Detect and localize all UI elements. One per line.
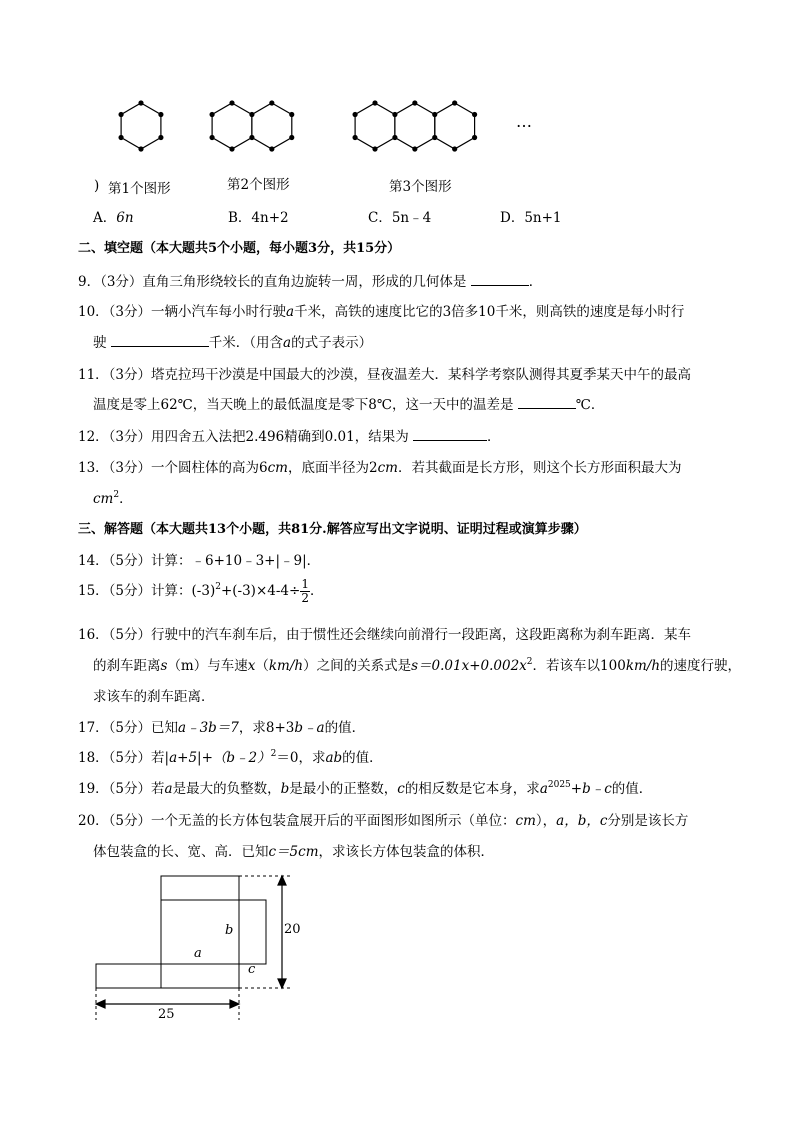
hexagon-vertex-dot [352,112,357,117]
hexagon-vertex-dot [452,100,457,105]
hexagon-vertex-dot [432,112,437,117]
question-16-line-2: 的刹车距离s（m）与车速x（km/h）之间的关系式是$s=0.01x+0.002x^2$．若该车以100km/h的速度行驶， [93,657,742,674]
question-16-line-1: 16．（5分）行驶中的汽车刹车后，由于惯性还会继续向前滑行一段距离，这段距离称为刹车距离．某车 [78,627,692,643]
hexagon-vertex-dot [249,112,254,117]
hexagon-figures [0,0,794,200]
question-18: 18．（5分）若|a+5|+（b﹣2）$^2$＝0，求ab的值． [78,749,383,766]
hexagon-vertex-dot [269,146,274,151]
question-10-line-2: 驶 千米．（用含a的式子表示） [93,335,373,351]
hexagon-vertex-dot [452,146,457,151]
label-a: a [194,946,202,961]
hexagon-vertex-dot [229,146,234,151]
paren: ) [94,178,100,194]
option-d: D．5n+1 [500,210,562,226]
option-b: B．4n+2 [228,210,289,226]
hexagon-vertex-dot [412,146,417,151]
question-14: 14．（5分）计算：﹣6+10﹣3+|﹣9|． [78,553,321,569]
question-13-line-2: $cm^2$． [93,490,133,507]
hexagon-vertex-dot [352,135,357,140]
hexagon-vertex-dot [269,100,274,105]
question-13-line-1: 13．（3分）一个圆柱体的高为6cm，底面半径为2cm．若其截面是长方形，则这个长方形面积最大为 [78,460,682,476]
hexagon-vertex-dot [209,135,214,140]
question-20-line-2: 体包装盒的长、宽、高．已知c＝5cm，求该长方体包装盒的体积． [93,844,495,860]
question-16-line-3: 求该车的刹车距离． [93,689,215,705]
hexagon-vertex-dot [249,135,254,140]
option-c: C．5n﹣4 [368,210,432,226]
question-11-line-2: 温度是零上62℃，当天晚上的最低温度是零下8℃，这一天中的温差是 ℃． [93,397,605,413]
hexagon-vertex-dot [138,146,143,151]
question-12: 12．（3分）用四舍五入法把2.496精确到0.01，结果为 ． [78,429,501,445]
hexagon [355,103,395,149]
hexagon [395,103,435,149]
question-11-line-1: 11．（3分）塔克拉玛干沙漠是中国最大的沙漠，昼夜温差大．某科学考察队测得其夏季某天中午的最高 [78,367,692,383]
dimension-25: 25 [158,1007,175,1022]
question-20-line-1: 20．（5分）一个无盖的长方体包装盒展开后的平面图形如图所示（单位：cm），a，b，c分别是该长方 [78,813,689,829]
hexagon-vertex-dot [372,100,377,105]
question-17: 17．（5分）已知a﹣3b＝7，求8+3b﹣a的值． [78,720,366,736]
question-19: 19．（5分）若a是最大的负整数，b是最小的正整数，c的相反数是它本身，求$a^{2025}+b﹣c$的值． [78,780,653,797]
hexagon [212,103,252,149]
hexagon [435,103,475,149]
hexagon-vertex-dot [229,100,234,105]
section-3-heading: 三、解答题（本大题共13个小题，共81分.解答应写出文字说明、证明过程或演算步骤） [78,522,587,537]
hexagon-vertex-dot [472,135,477,140]
hexagon-vertex-dot [209,112,214,117]
question-10-line-1: 10．（3分）一辆小汽车每小时行驶a千米，高铁的速度比它的3倍多10千米，则高铁的速度是每小时行 [78,304,685,320]
option-a: A．6n [93,210,134,226]
ellipsis: … [516,112,532,131]
label-b: b [225,923,234,938]
hexagon-vertex-dot [412,100,417,105]
hexagon-vertex-dot [158,135,163,140]
hexagon-vertex-dot [118,135,123,140]
hexagon [252,103,292,149]
hexagon [121,103,161,149]
hexagon-vertex-dot [472,112,477,117]
hexagon-vertex-dot [138,100,143,105]
question-15: 15．（5分）计算：$(-3)^2+(-3)\times 4-4\div$ $\frac{1}{2}$ ． [78,577,324,605]
hexagon-vertex-dot [289,135,294,140]
hexagon-vertex-dot [118,112,123,117]
dimension-20: 20 [284,922,301,937]
label-c: c [248,962,256,977]
figure-3-label: 第3个图形 [389,179,452,195]
hexagon-vertex-dot [158,112,163,117]
figure-2-label: 第2个图形 [227,177,290,193]
hexagon-vertex-dot [372,146,377,151]
hexagon-vertex-dot [392,135,397,140]
hexagon-vertex-dot [392,112,397,117]
hexagon-vertex-dot [432,135,437,140]
hexagon-vertex-dot [289,112,294,117]
section-2-heading: 二、填空题（本大题共5个小题，每小题3分，共15分） [78,241,401,256]
figure-1-label: 第1个图形 [108,181,171,197]
question-9: 9．（3分）直角三角形绕较长的直角边旋转一周，形成的几何体是 ． [78,274,543,290]
